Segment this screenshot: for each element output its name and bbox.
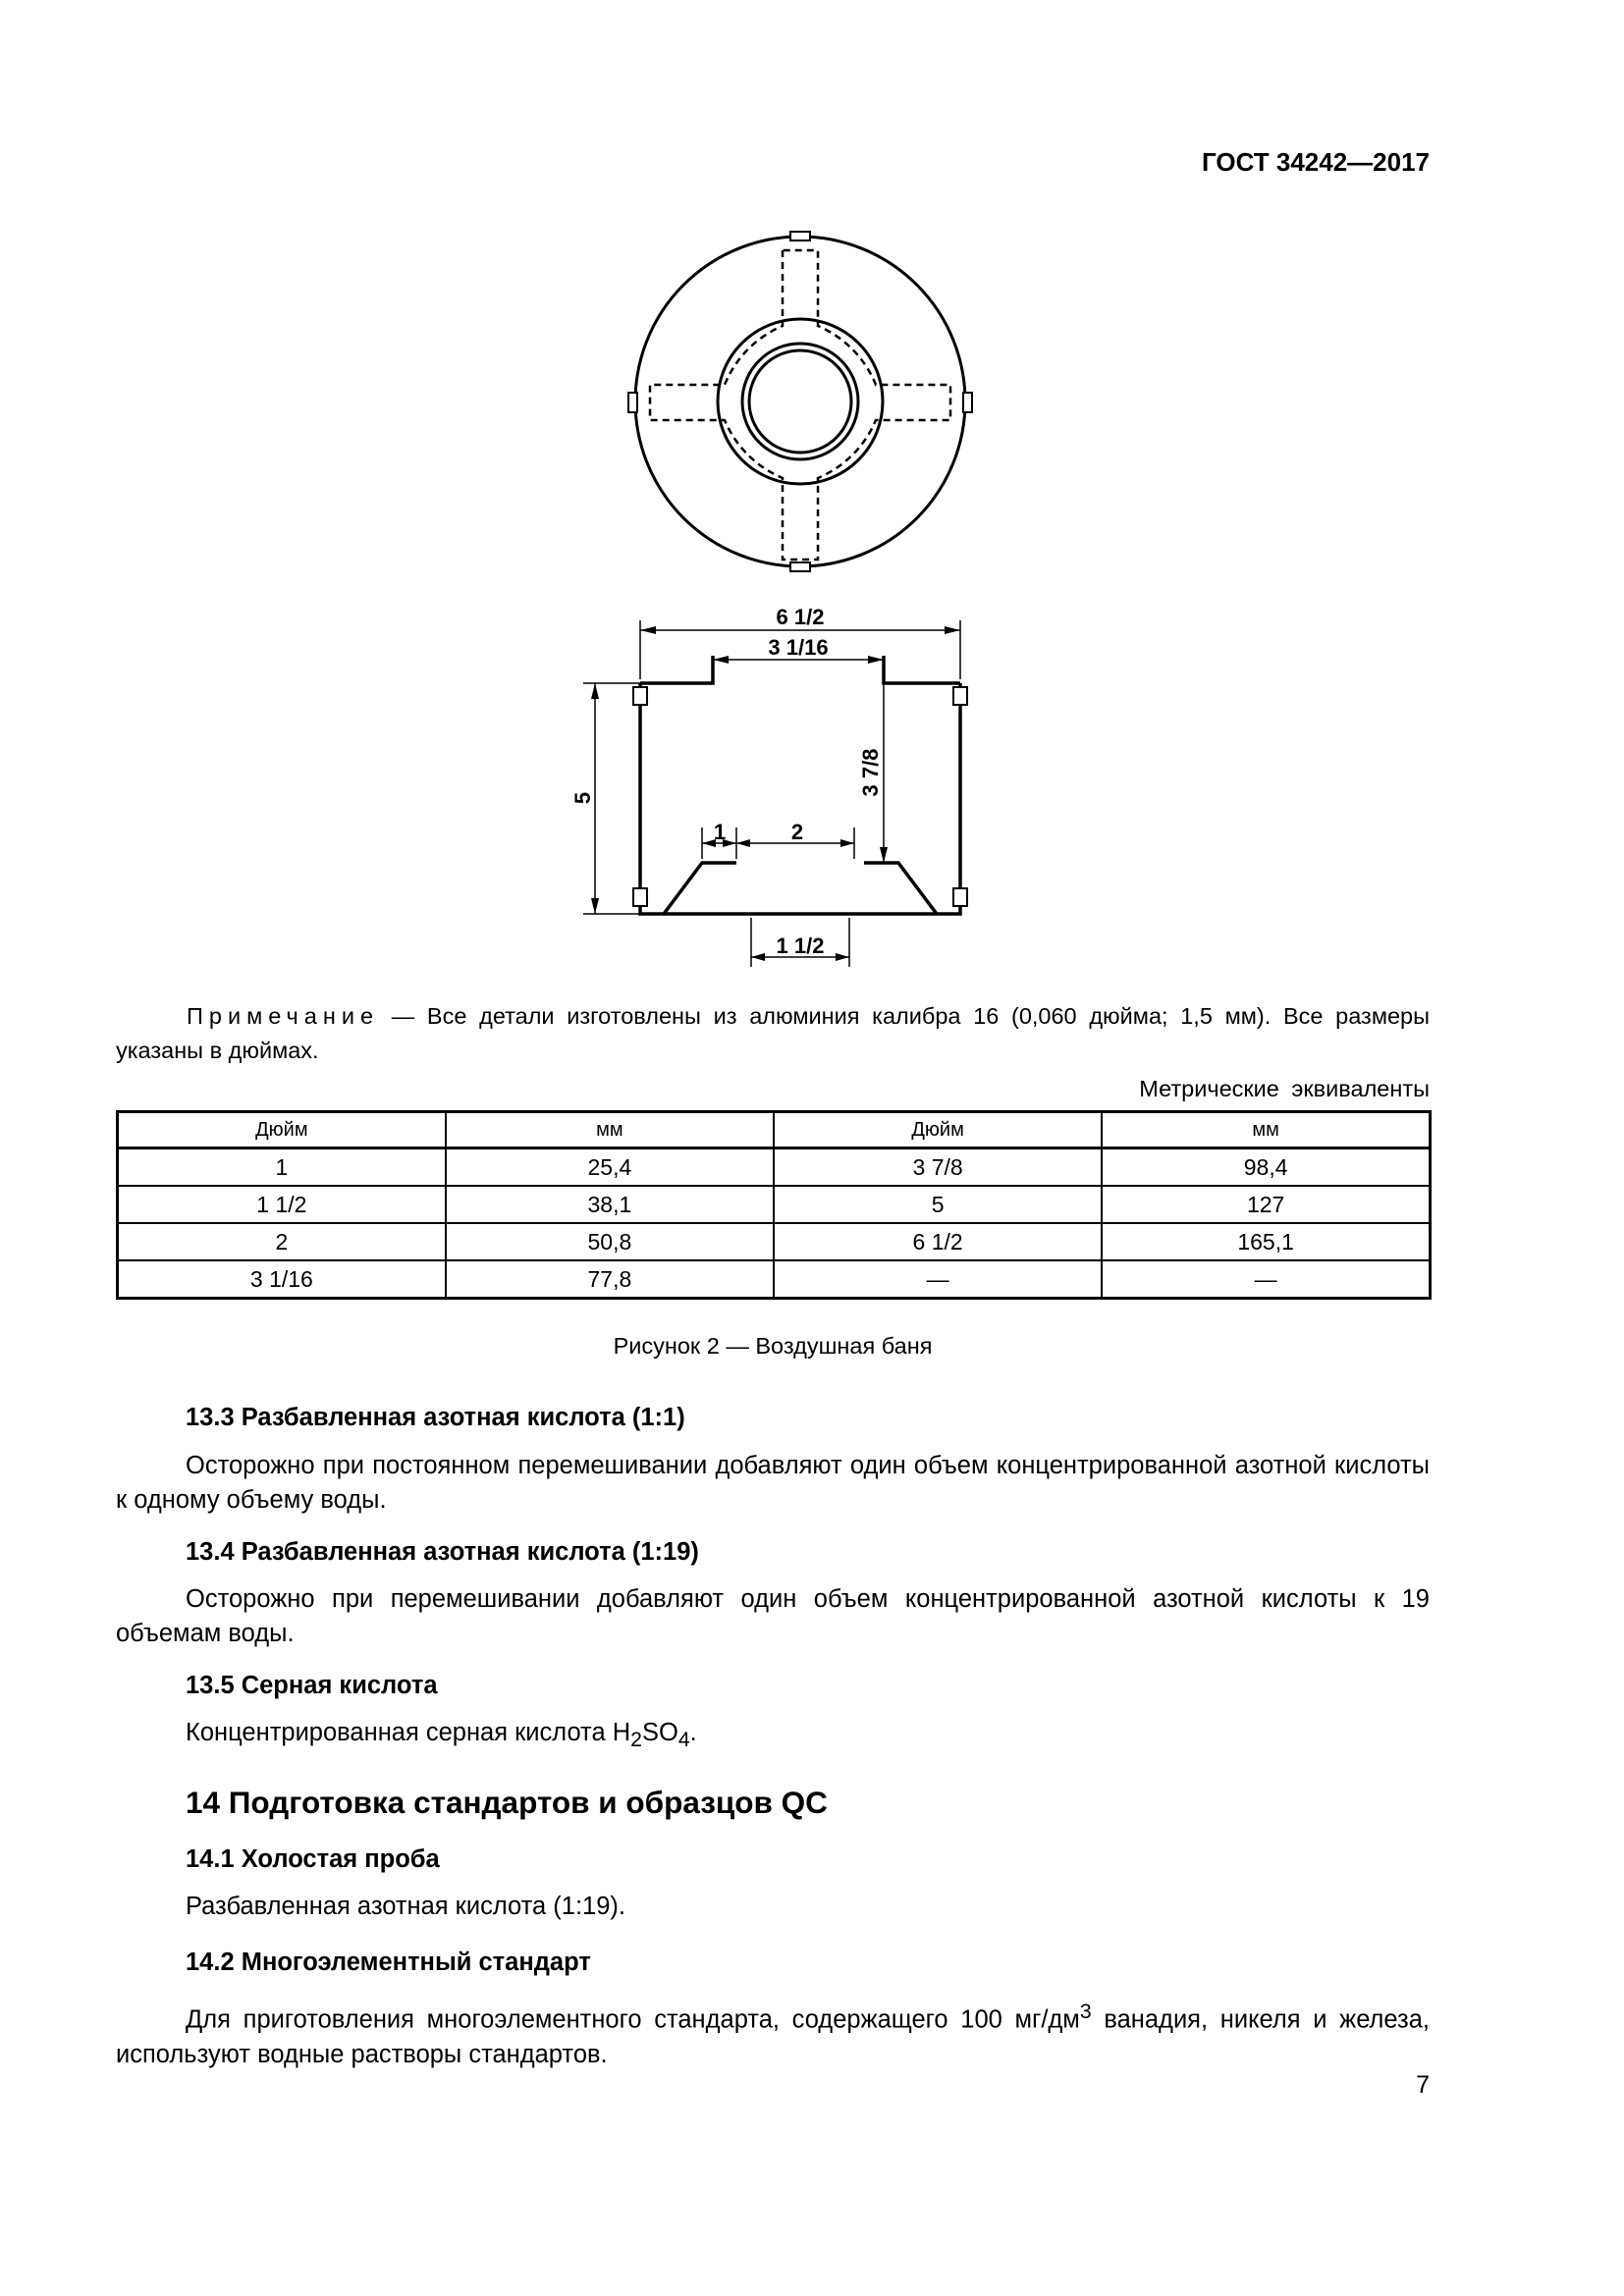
heading-14-2: 14.2 Многоэлементный стандарт: [186, 1949, 591, 1976]
figure-caption: Рисунок 2 — Воздушная баня: [613, 1333, 933, 1359]
table-cell: 25,4: [446, 1148, 774, 1187]
dim-inner-height: 3 7/8: [858, 748, 883, 797]
metric-equivalents-table: [116, 1110, 1432, 1300]
dim-step: 1: [713, 820, 727, 844]
side-left: [640, 683, 736, 914]
table-row: [118, 1148, 1431, 1187]
dim-top-opening: 3 1/16: [768, 635, 829, 660]
table-cell: 127: [1102, 1186, 1430, 1223]
formula-sub-2: 2: [630, 1728, 642, 1752]
table-cell: 2: [118, 1223, 446, 1260]
top-right: [884, 656, 960, 683]
formula-so: SO: [641, 1719, 678, 1746]
figure-note: [116, 999, 1430, 1068]
table-cell: —: [1102, 1260, 1430, 1299]
outer-ring: [635, 237, 965, 566]
dim-overall-width: 6 1/2: [776, 605, 825, 629]
heading-13-4: 13.4 Разбавленная азотная кислота (1:19): [186, 1538, 699, 1566]
table-cell: 77,8: [446, 1260, 774, 1299]
formula-end: .: [689, 1719, 697, 1746]
note-label: Примечание: [187, 1003, 380, 1029]
table-cell: 5: [774, 1186, 1102, 1223]
side-right: [864, 683, 960, 914]
dim-bottom-opening: 1 1/2: [776, 934, 825, 958]
dim-inner-base: 2: [790, 820, 804, 844]
paragraph-14-2-text-end: ванадия, никеля и железа, используют водные растворы стандартов.: [116, 2005, 1431, 2068]
page-number: 7: [1416, 2071, 1430, 2099]
paragraph-13-4: [116, 1582, 1430, 1651]
paragraph-13-4-text: Осторожно при перемешивании добавляют один объем концентрированной азотной кислоты к 19 объемам воды.: [116, 1585, 1430, 1647]
cross-support: [650, 250, 950, 560]
table-cell: 50,8: [446, 1223, 774, 1260]
tube-outer: [742, 344, 858, 459]
table-row: [118, 1223, 1431, 1260]
table-row: [118, 1186, 1431, 1223]
dim-height: 5: [570, 791, 595, 805]
table-cell: 1 1/2: [118, 1186, 446, 1223]
paragraph-13-5: [116, 1716, 1430, 1757]
table-cell: 3 1/16: [118, 1260, 446, 1299]
air-bath-drawing: [0, 0, 1624, 991]
table-cell: 6 1/2: [774, 1223, 1102, 1260]
table-cell: 38,1: [446, 1186, 774, 1223]
heading-14: 14 Подготовка стандартов и образцов QC: [186, 1785, 828, 1820]
heading-14-1: 14.1 Холостая проба: [186, 1845, 440, 1873]
table-cell: 1: [118, 1148, 446, 1187]
paragraph-14-1-text: Разбавленная азотная кислота (1:19).: [186, 1893, 625, 1920]
header-cell: Дюйм: [118, 1112, 446, 1148]
note-text: — Все детали изготовлены из алюминия калибра 16 (0,060 дюйма; 1,5 мм). Все размеры указаны в дюймах.: [116, 1003, 1430, 1063]
table-row: [118, 1260, 1431, 1299]
superscript-3: 3: [1079, 2000, 1092, 2023]
paragraph-13-3-text: Осторожно при постоянном перемешивании добавляют один объем концентрированной азотной кислоты к одному объему воды.: [116, 1452, 1430, 1514]
table-cell: 98,4: [1102, 1148, 1430, 1187]
table-header-row: [118, 1112, 1431, 1148]
table-cell: 3 7/8: [774, 1148, 1102, 1187]
paragraph-14-2-text: Для приготовления многоэлементного стандарта, содержащего 100 мг/дм: [186, 2005, 1080, 2034]
document-code: ГОСТ 34242—2017: [1202, 147, 1430, 177]
table-cell: 165,1: [1102, 1223, 1430, 1260]
heading-13-3: 13.3 Разбавленная азотная кислота (1:1): [186, 1404, 685, 1431]
table-cell: —: [774, 1260, 1102, 1299]
top-left: [640, 656, 713, 683]
formula-sub-4: 4: [677, 1728, 690, 1752]
header-cell: Дюйм: [774, 1112, 1102, 1148]
paragraph-13-3: [116, 1449, 1430, 1518]
header-cell: мм: [446, 1112, 774, 1148]
header-cell: мм: [1102, 1112, 1430, 1148]
formula-h: Концентрированная серная кислота H: [186, 1719, 631, 1746]
paragraph-14-2: [116, 1995, 1430, 2072]
metric-equivalents-title: Метрические эквиваленты: [1139, 1076, 1430, 1101]
heading-13-5: 13.5 Серная кислота: [186, 1672, 438, 1699]
tube-inner: [749, 350, 851, 453]
paragraph-14-1: [116, 1890, 1430, 1924]
